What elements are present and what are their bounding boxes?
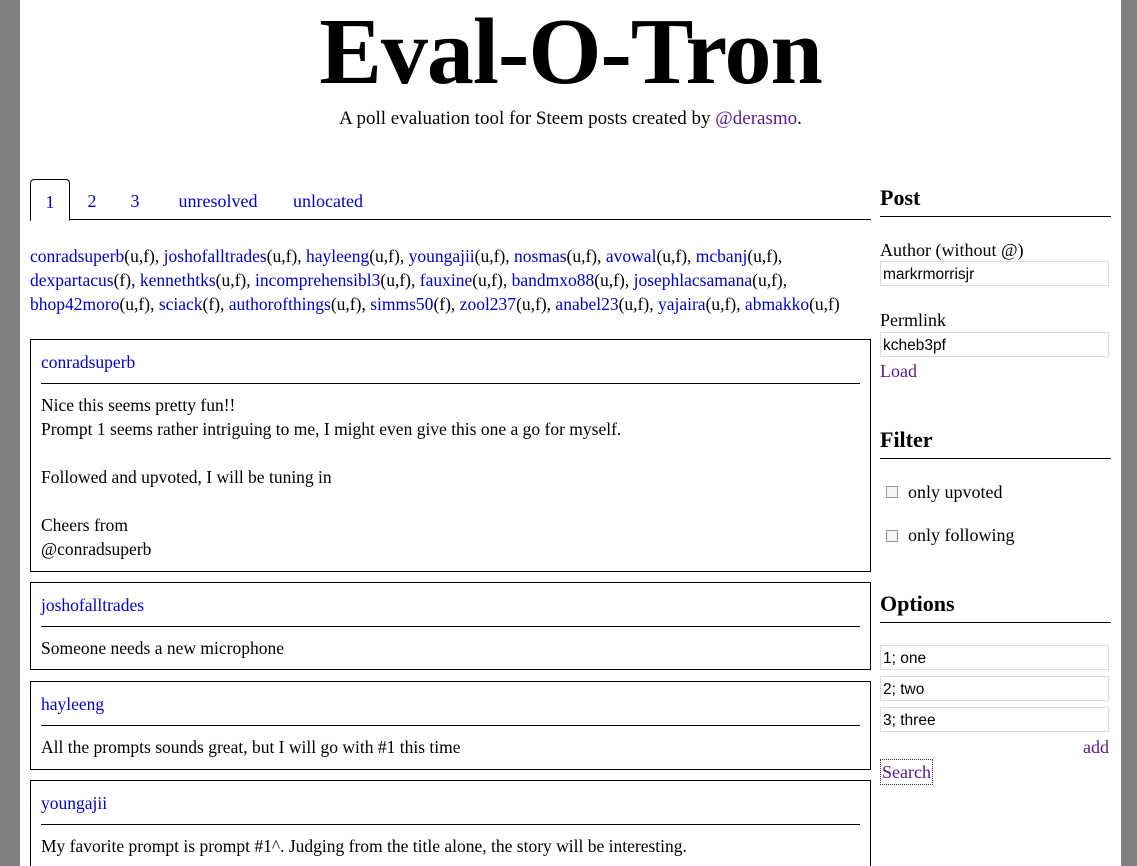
voter-flags: (u,f) [594,270,625,290]
voter-entry [164,246,298,266]
option-input-2[interactable]: 2; two [880,676,1109,701]
comment-card [30,780,871,866]
only-following-checkbox[interactable] [886,530,898,542]
voter-name-link[interactable]: bhop42moro [30,294,120,314]
voter-entry [370,294,451,314]
voter-flags: (u,f) [516,294,547,314]
voter-name-link[interactable]: incomprehensibl3 [255,270,381,290]
voter-flags: (u,f) [380,270,411,290]
voter-flags: (f) [433,294,451,314]
comment-card [30,339,871,572]
voter-name-link[interactable]: yajaira [657,294,706,314]
voter-entry [159,294,220,314]
comment-author[interactable]: hayleeng [41,682,860,726]
voter-entry [30,270,131,290]
voter-entry [745,294,840,314]
voter-name-link[interactable]: conradsuperb [30,246,125,266]
voter-entry [30,246,155,266]
comment-author[interactable]: youngajii [41,781,860,825]
voter-name-link[interactable]: dexpartacus [30,270,114,290]
voter-flags: (u,f) [369,246,400,266]
voter-flags: (u,f) [809,294,840,314]
voter-name-link[interactable]: nosmas [514,246,567,266]
comment-author[interactable]: conradsuperb [41,340,860,384]
voter-name-link[interactable]: mcbanj [695,246,748,266]
voter-flags: (u,f) [124,246,155,266]
voter-name-link[interactable]: authorofthings [228,294,331,314]
voter-entry [460,294,547,314]
comment-body: Nice this seems pretty fun!! Prompt 1 seems rather intriguing to me, I might even give this one a go for myself. Followed and upvoted, I will be tuning in Cheers from @conradsuperb [41,395,622,559]
author-link[interactable]: @derasmo [715,108,798,129]
voter-flags: (u,f) [747,246,778,266]
filter-section-title: Filter [880,422,1111,459]
voter-entry [555,294,649,314]
voter-flags: (u,f) [215,270,247,290]
voter-flags: (u,f) [472,270,503,290]
tab-2[interactable]: 2 [87,191,97,211]
subtitle-text: A poll evaluation tool for Steem posts created by [339,108,716,129]
voter-name-link[interactable]: hayleeng [306,246,370,266]
option-input-3[interactable]: 3; three [880,707,1109,732]
voter-flags: (u,f) [752,270,783,290]
voter-entry [514,246,597,266]
comment-body: All the prompts sounds great, but I will go with #1 this time [41,737,461,757]
tab-1[interactable]: 1 [30,179,70,221]
voter-entry [409,246,506,266]
voter-entry [658,294,736,314]
voter-name-link[interactable]: fauxine [419,270,473,290]
voter-name-link[interactable]: simms50 [370,294,434,314]
voter-name-link[interactable]: kennethtks [139,270,216,290]
tab-3[interactable]: 3 [130,191,140,211]
subtitle-end: . [797,108,802,129]
only-upvoted-checkbox[interactable] [886,486,898,498]
voter-flags: (u,f) [618,294,650,314]
voter-entry [420,270,503,290]
voter-flags: (f) [202,294,221,314]
comment-card [30,681,871,770]
voter-list: conradsuperb(u,f), joshofalltrades(u,f), hayleeng(u,f), youngajii(u,f), nosmas(u,f), avowal(u,f), mcbanj(u,f), dexpartacus(f), kennethtks(u,f), incomprehensibl3(u,f), fauxine(u,f), bandmxo88(u,f), josephlacsamana(u,f), bhop42moro(u,f), sciack(f), authorofthings(u,f), simms50(f), zool237(u,f), anabel23(u,f), yajaira(u,f), abmakko(u,f) [30,246,840,314]
voter-flags: (u,f) [266,246,298,266]
comment-body: My favorite prompt is prompt #1^. Judging from the title alone, the story will be interesting. [41,836,687,856]
voter-name-link[interactable]: anabel23 [555,294,619,314]
voter-entry [512,270,625,290]
option-input-1[interactable]: 1; one [880,645,1109,670]
only-upvoted-label: only upvoted [908,482,1003,502]
search-button[interactable]: Search [880,759,933,785]
voter-flags: (u,f) [656,246,688,266]
site-subtitle [20,107,1121,131]
voter-entry [306,246,400,266]
author-input[interactable]: markrmorrisjr [880,261,1109,286]
voter-flags: (u,f) [566,246,598,266]
voter-entry [30,294,150,314]
voter-flags: (u,f) [705,294,737,314]
post-section-title: Post [880,180,1111,217]
comment-body: Someone needs a new microphone [41,638,284,658]
permlink-label: Permlink [880,310,946,330]
voter-name-link[interactable]: zool237 [459,294,517,314]
comment-card [30,582,871,670]
options-section-title: Options [880,586,1111,623]
tab-unlocated[interactable]: unlocated [293,191,363,211]
voter-name-link[interactable]: joshofalltrades [163,246,267,266]
tab-unresolved[interactable]: unresolved [178,191,258,211]
load-link[interactable]: Load [880,361,917,381]
voter-entry [255,270,411,290]
voter-entry [229,294,362,314]
permlink-input[interactable]: kcheb3pf [880,332,1109,357]
voter-entry [634,270,783,290]
comment-author[interactable]: joshofalltrades [41,583,860,627]
voter-flags: (u,f) [474,246,506,266]
voter-entry [140,270,246,290]
voter-name-link[interactable]: youngajii [408,246,475,266]
voter-name-link[interactable]: abmakko [744,294,810,314]
poll-tabs [30,179,871,220]
only-following-label: only following [908,525,1015,545]
site-title: Eval-O-Tron [319,0,822,104]
voter-flags: (u,f) [119,294,151,314]
voter-name-link[interactable]: avowal [605,246,657,266]
voter-name-link[interactable]: sciack [158,294,203,314]
voter-flags: (u,f) [330,294,362,314]
voter-name-link[interactable]: bandmxo88 [511,270,595,290]
voter-flags: (f) [113,270,132,290]
voter-entry [696,246,778,266]
voter-name-link[interactable]: josephlacsamana [633,270,753,290]
add-option-link[interactable]: add [1083,737,1109,757]
voter-entry [606,246,687,266]
author-label: Author (without @) [880,240,1024,260]
page [20,0,1121,866]
